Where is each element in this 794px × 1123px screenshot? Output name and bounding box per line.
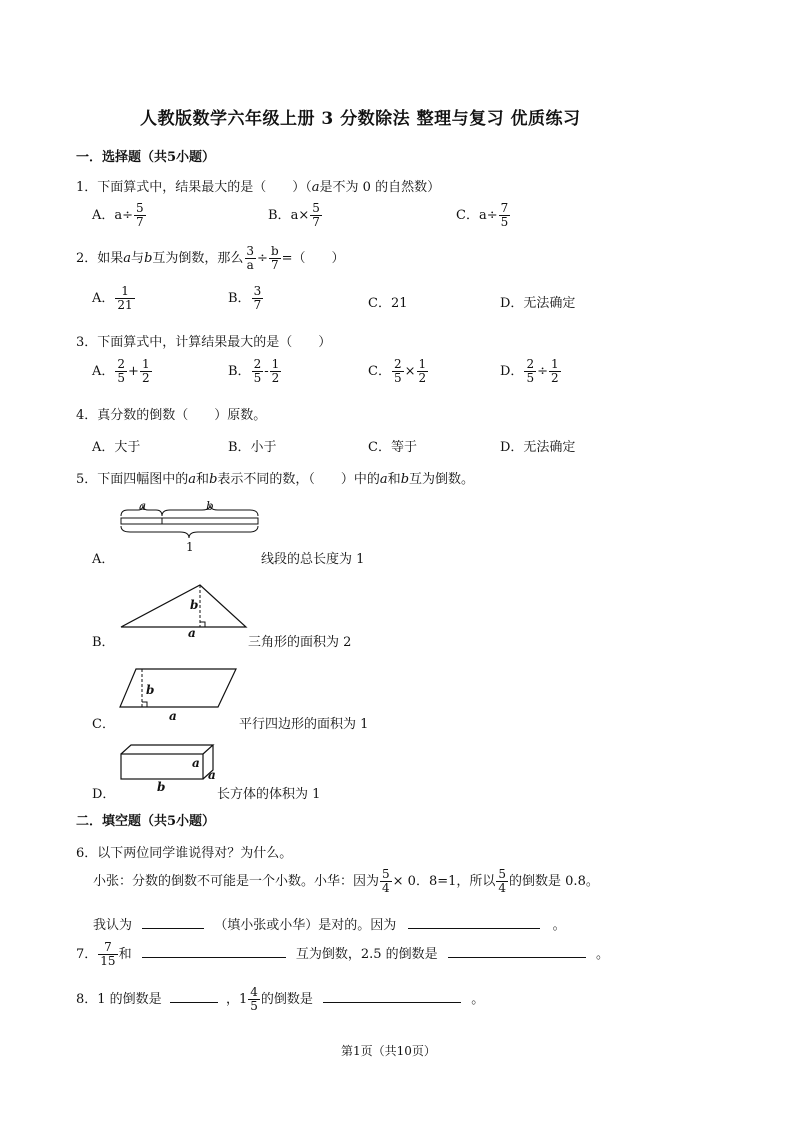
q1-option-c[interactable]: C．a÷ $\frac{7}{5}$ <box>456 201 509 229</box>
section-heading-choice: 一．选择题（共5小题） <box>76 150 216 165</box>
q1-option-b[interactable]: B．a× $\frac{5}{7}$ <box>268 201 320 229</box>
q1-option-a[interactable]: A．a÷ $\frac{5}{7}$ <box>92 201 144 229</box>
q6-statement: 小张：分数的倒数不可能是一个小数。小华：因为 $\frac{5}{4}$ × 0．8=1，所以 $\frac{5}{4}$ 的倒数是 0.8。 <box>93 867 599 895</box>
q5-option-a-desc: 线段的总长度为 1 <box>261 552 365 567</box>
segment-total-label: 1 <box>186 540 194 554</box>
q2-option-c[interactable]: C．21 <box>368 296 408 311</box>
q6-blank-reason[interactable] <box>408 916 540 929</box>
q5-option-d[interactable]: D． <box>92 787 116 802</box>
question-7: 7． $\frac{7}{15}$ 和 互为倒数，2.5 的倒数是 。 <box>76 940 609 968</box>
q3-option-a[interactable]: A． $\frac{2}{5}$ + $\frac{1}{2}$ <box>92 357 150 385</box>
segment-label-a: a <box>139 499 147 513</box>
q5-option-b[interactable]: B． <box>92 635 115 650</box>
q8-blank-1[interactable] <box>170 990 218 1003</box>
parallelogram-diagram <box>118 667 240 711</box>
question-8: 8．1 的倒数是 ，1 $\frac{4}{5}$ 的倒数是 。 <box>76 985 485 1013</box>
question-2: 2．如果a与b互为倒数，那么 $\frac{3}{a}$ ÷ $\frac{b}{7}$ =（ ） <box>76 244 345 272</box>
parallelogram-label-b: b <box>146 683 155 697</box>
question-4: 4．真分数的倒数（ ）原数。 <box>76 408 267 423</box>
q4-option-d[interactable]: D．无法确定 <box>500 440 576 455</box>
question-3: 3．下面算式中，计算结果最大的是（ ） <box>76 335 332 350</box>
q5-option-c-desc: 平行四边形的面积为 1 <box>239 717 369 732</box>
q4-option-b[interactable]: B．小于 <box>228 440 277 455</box>
q8-blank-2[interactable] <box>323 990 461 1003</box>
cuboid-label-a-width: a <box>208 768 216 782</box>
q4-option-c[interactable]: C．等于 <box>368 440 417 455</box>
q3-option-c[interactable]: C． $\frac{2}{5}$ × $\frac{1}{2}$ <box>368 357 427 385</box>
q5-option-c[interactable]: C． <box>92 717 115 732</box>
q5-option-b-desc: 三角形的面积为 2 <box>248 635 352 650</box>
q3-option-d[interactable]: D． $\frac{2}{5}$ ÷ $\frac{1}{2}$ <box>500 357 559 385</box>
q2-option-d[interactable]: D．无法确定 <box>500 296 576 311</box>
cuboid-label-a-height: a <box>192 756 200 770</box>
q5-option-d-desc: 长方体的体积为 1 <box>217 787 321 802</box>
page-title: 人教版数学六年级上册 3 分数除法 整理与复习 优质练习 <box>140 109 581 129</box>
q5-option-a[interactable]: A． <box>92 552 115 567</box>
question-5: 5．下面四幅图中的a和b表示不同的数，（ ）中的a和b互为倒数。 <box>76 472 475 487</box>
triangle-label-a: a <box>188 626 196 640</box>
q6-blank-who[interactable] <box>142 916 204 929</box>
page-footer: 第1页（共10页） <box>341 1044 436 1058</box>
q3-option-b[interactable]: B． $\frac{2}{5}$ - $\frac{1}{2}$ <box>228 357 280 385</box>
triangle-diagram <box>118 582 248 632</box>
q6-answer-line: 我认为 （填小张或小华）是对的。因为 。 <box>93 918 566 933</box>
cuboid-diagram <box>118 743 218 783</box>
question-1: 1．下面算式中，结果最大的是（ ）（a是不为 0 的自然数） <box>76 180 441 195</box>
q4-option-a[interactable]: A．大于 <box>92 440 141 455</box>
q2-option-a[interactable]: A． $\frac{1}{21}$ <box>92 284 133 312</box>
question-6: 6．以下两位同学谁说得对？为什么。 <box>76 846 293 861</box>
segment-label-b: b <box>206 499 214 513</box>
section-heading-fill: 二．填空题（共5小题） <box>76 814 216 829</box>
q7-blank-2-5[interactable] <box>448 945 586 958</box>
q7-blank-reciprocal[interactable] <box>142 945 286 958</box>
q2-option-b[interactable]: B． $\frac{3}{7}$ <box>228 284 262 312</box>
triangle-label-b: b <box>190 598 199 612</box>
parallelogram-label-a: a <box>169 709 177 723</box>
cuboid-label-b: b <box>157 780 166 794</box>
